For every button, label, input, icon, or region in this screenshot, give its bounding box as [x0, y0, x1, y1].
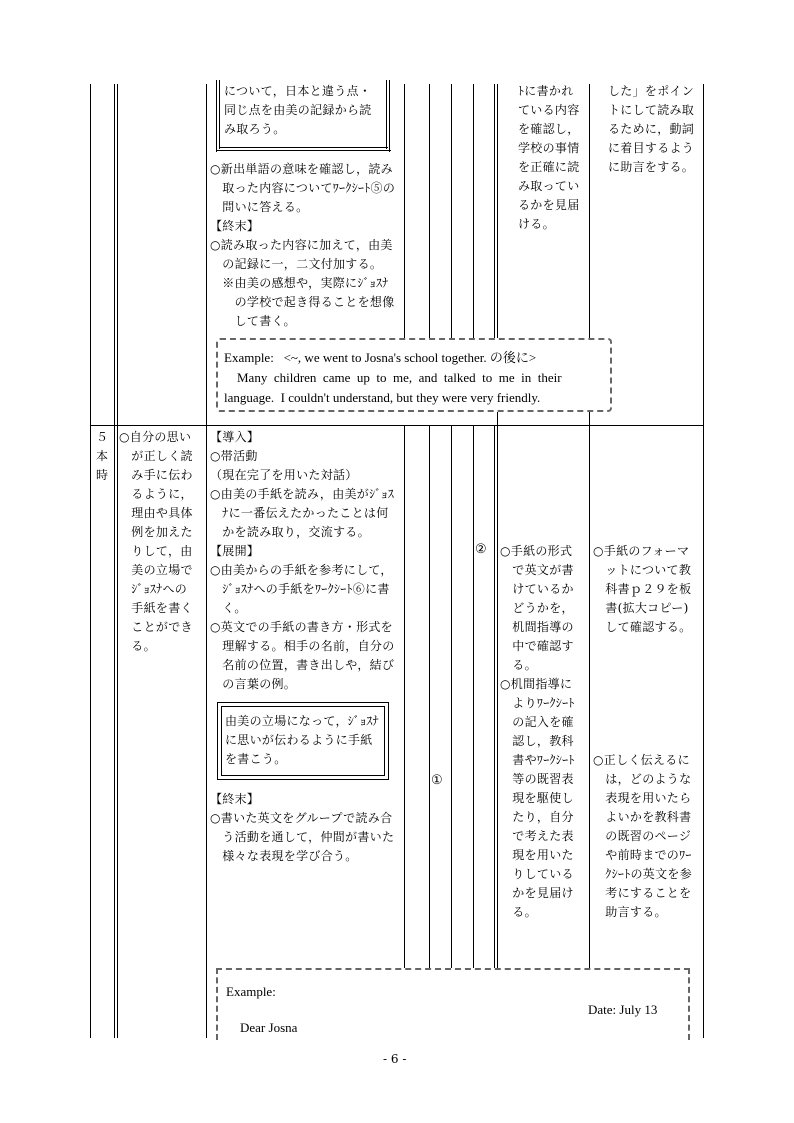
row5-support-line: は，どのような — [593, 772, 692, 786]
row5-support-line: 助言する。 — [593, 905, 667, 919]
row5-activity-line: （現在完了を用いた対話） — [210, 468, 358, 482]
row5-support-line: して確認する。 — [593, 620, 692, 634]
row5-eval-line: 現を用いた — [500, 848, 574, 862]
row5-activity-line: ○由美からの手紙を参考にして， — [210, 563, 393, 577]
row5-eval-line: たり，自分 — [500, 810, 574, 824]
row5-goal-line: 例を加えた — [119, 525, 193, 539]
row4-eval-line: み取ってい — [518, 179, 580, 193]
row5-support-line: 科書ｐ２９を板 — [593, 582, 692, 596]
mark-col-line-2b — [429, 425, 430, 968]
row5-period-1: ５ — [96, 430, 109, 444]
row5-activity-line: 【展開】 — [210, 544, 260, 558]
table-col-line-eval — [497, 84, 498, 1038]
row5-eval-line: 等の既習表 — [500, 772, 574, 786]
row5-goal-line: み手に伝わ — [119, 468, 193, 482]
row5-example-label: Example: — [226, 984, 276, 999]
row5-goal-box-line-1: 由美の立場になって，ｼﾞｮｽﾅ — [225, 714, 379, 728]
row5-support-line: ○正しく伝えるに — [593, 753, 690, 767]
row5-eval-line: 現を駆使し — [500, 791, 574, 805]
table-col-line-activity — [206, 84, 207, 1038]
row5-goal-line: 理由や具体 — [119, 506, 193, 520]
row5-example-dear: Dear Josna — [240, 1020, 298, 1035]
row5-activity-line: 【導入】 — [210, 430, 260, 444]
row5-support-line: 書(拡大コピー) — [593, 601, 689, 615]
row5-activity-line: ﾅに一番伝えたかったことは何 — [210, 506, 389, 520]
row4-activity-line: の記録に一，二文付加する。 — [210, 257, 383, 271]
row4-support-line: に助言をする。 — [608, 160, 695, 174]
row5-activity-line: ｼﾞｮｽﾅへの手紙をﾜｰｸｼｰﾄ⑥に書 — [210, 582, 390, 596]
row5-activity-line: く。 — [210, 601, 247, 615]
row4-activity-line: 問いに答える。 — [210, 200, 309, 214]
row4-activity-line: ○読み取った内容に加えて，由美 — [210, 238, 393, 252]
row4-example-line-1: Example: <~, we went to Josna's school together. の後に> — [224, 350, 537, 365]
row5-eval-line: かを見届け — [500, 886, 574, 900]
mark-col-line-3 — [451, 84, 452, 338]
mark-circled-2: ② — [475, 542, 487, 557]
row4-example-line-2: Many children came up to me, and talked to me in their — [224, 370, 562, 385]
mark-col-line-5b — [494, 425, 495, 968]
mark-col-line-5 — [494, 84, 495, 338]
mark-col-line-1b — [404, 425, 405, 968]
mark-col-line-4 — [473, 84, 474, 338]
row5-support-line: ｸｼｰﾄの英文を参 — [593, 867, 693, 881]
row4-activity-line: の学校で起き得ることを想像 — [210, 295, 395, 309]
row4-eval-line: ﾄに書かれ — [518, 84, 574, 98]
row5-goal-box-line-2: に思いが伝わるように手紙 — [225, 733, 373, 747]
row4-support-line: トにして読み取 — [608, 103, 695, 117]
row5-activity-line: の言葉の例。 — [210, 677, 297, 691]
row4-eval-line: を正確に読 — [518, 160, 580, 174]
row4-example-line-3: language. I couldn't understand, but they were very friendly. — [224, 390, 541, 405]
row4-eval-line: 学校の事情 — [518, 141, 580, 155]
row5-activity-closing-line: 【終末】 — [210, 792, 260, 806]
row5-eval-line: で考えた表 — [500, 829, 574, 843]
row5-eval-line: どうかを， — [500, 601, 574, 615]
row5-activity-closing-line: 様々な表現を学び合う。 — [210, 849, 358, 863]
row4-support-line: るために，動詞 — [608, 122, 695, 136]
row5-eval-line: の記入を確 — [500, 715, 574, 729]
row5-goal-line: が正しく読 — [119, 449, 193, 463]
mark-col-line-4b — [473, 425, 474, 968]
table-col-line-support — [589, 84, 590, 1038]
row4-support-line: した」をポイン — [608, 84, 695, 98]
table-col-line-period — [114, 84, 115, 1038]
row4-support-line: に着目するよう — [608, 141, 695, 155]
mark-col-line-2 — [429, 84, 430, 338]
row5-support-line: 表現を用いたら — [593, 791, 692, 805]
row5-support-line: ットについて教 — [593, 563, 692, 577]
row5-support-line: の既習のページ — [593, 829, 692, 843]
row5-period-3: 時 — [96, 468, 109, 482]
row5-eval-line: で英文が書 — [500, 563, 574, 577]
row5-goal-line: る。 — [119, 639, 156, 653]
row4-activity-line: 【終末】 — [210, 219, 260, 233]
row4-goal-line-1: について，日本と違う点・ — [224, 84, 372, 98]
row5-eval-line: ○机間指導に — [500, 677, 573, 691]
row5-activity-closing-line: う活動を通して，仲間が書いた — [210, 830, 395, 844]
row5-eval-line: 中で確認す — [500, 639, 574, 653]
row5-eval-line: る。 — [500, 658, 537, 672]
row5-eval-line: る。 — [500, 905, 537, 919]
row5-example-date: Date: July 13 — [588, 1002, 658, 1017]
row5-eval-line: 机間指導の — [500, 620, 574, 634]
row4-eval-line: ける。 — [518, 217, 555, 231]
page-number: - 6 - — [383, 1052, 407, 1066]
row5-goal-line: 手紙を書く — [119, 601, 193, 615]
row4-goal-line-3: み取ろう。 — [224, 122, 286, 136]
row5-activity-line: ○由美の手紙を読み，由美がｼﾞｮｽ — [210, 487, 394, 501]
table-left-border — [90, 84, 91, 1038]
table-col-line-goal — [117, 84, 118, 1038]
row5-goal-line: ○自分の思い — [119, 430, 192, 444]
row5-support-line: よいかを教科書 — [593, 810, 692, 824]
row4-activity-line: 取った内容についてﾜｰｸｼｰﾄ⑤の — [210, 181, 396, 195]
row5-goal-line: りして，由 — [119, 544, 193, 558]
row5-eval-line: 書やﾜｰｸｼｰﾄ — [500, 753, 575, 767]
row5-activity-closing-line: ○書いた英文をグループで読み合 — [210, 811, 393, 825]
row4-eval-line: るかを見届 — [518, 198, 580, 212]
row-divider — [90, 425, 703, 426]
row5-goal-line: るように， — [119, 487, 193, 501]
row4-activity-line: ※由美の感想や，実際にｼﾞｮｽﾅ — [210, 276, 389, 290]
row5-period-2: 本 — [96, 449, 109, 463]
row5-activity-line: かを読み取り，交流する。 — [210, 525, 370, 539]
row4-activity-line: して書く。 — [210, 314, 296, 328]
row5-support-line: ○手紙のフォーマ — [593, 544, 690, 558]
row4-eval-line: ている内容 — [518, 103, 580, 117]
row5-eval-line: よりﾜｰｸｼｰﾄ — [500, 696, 575, 710]
row5-activity-line: 名前の位置，書き出しや，結び — [210, 658, 395, 672]
row5-goal-line: ｼﾞｮｽﾅへの — [119, 582, 188, 596]
row5-activity-line: ○英文での手紙の書き方・形式を — [210, 620, 393, 634]
row5-eval-line: ○手紙の形式 — [500, 544, 573, 558]
table-right-border — [703, 84, 704, 1038]
row5-eval-line: 認し，教科 — [500, 734, 574, 748]
row5-goal-line: ことができ — [119, 620, 193, 634]
mark-col-line-3b — [451, 425, 452, 968]
row5-eval-line: けているか — [500, 582, 574, 596]
mark-circled-1: ① — [431, 773, 443, 788]
row5-support-line: や前時までのﾜｰ — [593, 848, 692, 862]
row5-goal-box-line-3: を書こう。 — [225, 752, 287, 766]
row5-activity-line: ○帯活動 — [210, 449, 258, 463]
row5-eval-line: りしている — [500, 867, 574, 881]
row4-activity-line: ○新出単語の意味を確認し，読み — [210, 162, 393, 176]
row5-support-line: 考にすることを — [593, 886, 692, 900]
mark-col-line-1 — [404, 84, 405, 338]
row5-activity-line: 理解する。相手の名前，自分の — [210, 639, 395, 653]
row5-goal-line: 美の立場で — [119, 563, 193, 577]
row4-eval-line: を確認し， — [518, 122, 580, 136]
row4-goal-line-2: 同じ点を由美の記録から読 — [224, 103, 372, 117]
